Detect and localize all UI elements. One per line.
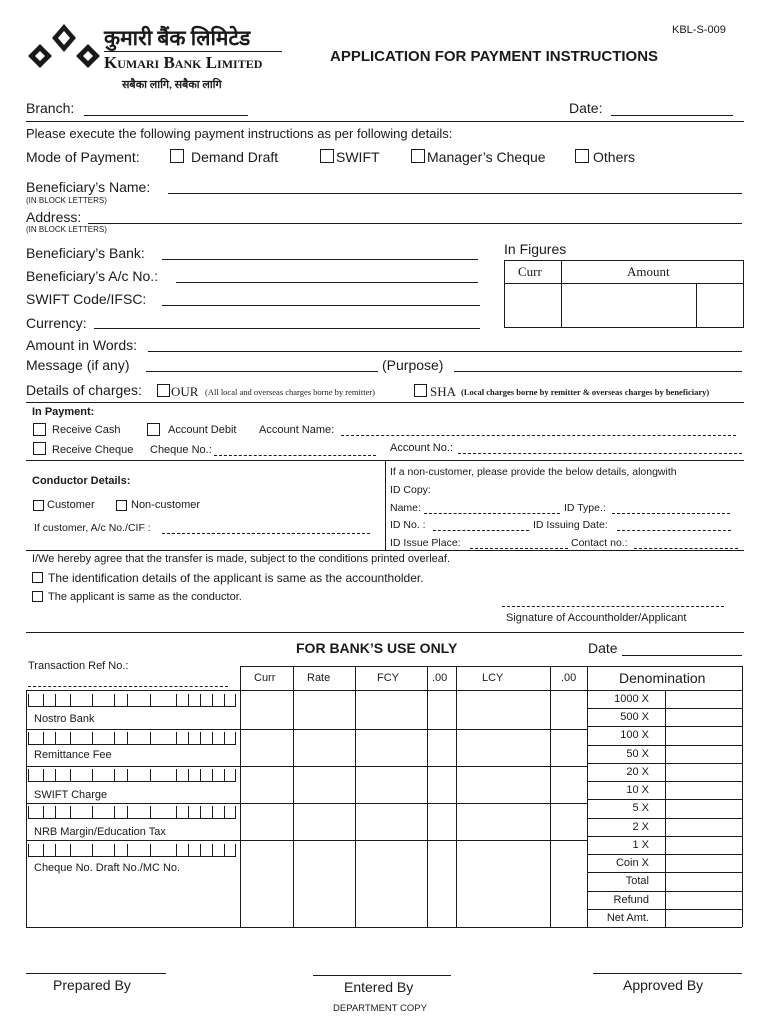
date-label: Date:	[569, 100, 603, 116]
block-letters-note-2: (IN BLOCK LETTERS)	[26, 225, 107, 234]
denomination-label: Refund	[613, 894, 649, 906]
if-customer-label: If customer, A/c No./CIF :	[34, 522, 151, 534]
beneficiary-name-field[interactable]	[168, 193, 742, 194]
address-label: Address:	[26, 209, 82, 225]
col-curr: Curr	[254, 672, 276, 684]
signature-line[interactable]	[502, 606, 724, 607]
message-label: Message (if any)	[26, 357, 130, 373]
purpose-field[interactable]	[454, 371, 742, 372]
account-no-field[interactable]	[458, 453, 742, 454]
entered-by-label: Entered By	[344, 979, 414, 995]
id-issue-place-field[interactable]	[470, 548, 568, 549]
bank-name-english: Kumari Bank Limited	[104, 53, 263, 72]
mode-of-payment-label: Mode of Payment:	[26, 149, 140, 165]
denomination-label: 10 X	[626, 784, 649, 796]
approved-by-line[interactable]	[593, 973, 742, 974]
denomination-value-cell[interactable]	[666, 691, 741, 707]
row-swift-charge: SWIFT Charge	[34, 789, 108, 801]
denomination-label: 20 X	[626, 766, 649, 778]
conductor-name-label: Name:	[390, 502, 421, 514]
cheque-account-ticks[interactable]	[28, 843, 236, 857]
contact-no-label: Contact no.:	[571, 537, 628, 549]
contact-no-field[interactable]	[634, 548, 738, 549]
id-no-field[interactable]	[433, 530, 529, 531]
demand-draft-checkbox[interactable]	[170, 149, 184, 163]
managers-cheque-label: Manager’s Cheque	[427, 149, 546, 165]
denomination-value-cell[interactable]	[666, 837, 741, 853]
id-issuing-date-label: ID Issuing Date:	[533, 519, 608, 531]
amount-in-words-label: Amount in Words:	[26, 337, 138, 353]
account-name-label: Account Name:	[259, 424, 335, 436]
beneficiary-bank-label: Beneficiary’s Bank:	[26, 245, 145, 261]
purpose-label: (Purpose)	[382, 357, 444, 373]
denomination-value-cell[interactable]	[666, 746, 741, 762]
charges-label: Details of charges:	[26, 382, 142, 398]
amount-in-words-field[interactable]	[148, 351, 742, 352]
denomination-label: 1 X	[632, 839, 649, 851]
account-no-label: Account No.:	[390, 442, 453, 454]
bank-date-label: Date	[588, 640, 618, 656]
denomination-label: 500 X	[620, 711, 649, 723]
beneficiary-name-label: Beneficiary’s Name:	[26, 179, 151, 195]
denomination-value-cell[interactable]	[666, 819, 741, 835]
denomination-label: 5 X	[632, 802, 649, 814]
message-field[interactable]	[146, 371, 378, 372]
denomination-label: 1000 X	[614, 693, 649, 705]
bank-date-field[interactable]	[622, 655, 742, 656]
receive-cash-checkbox[interactable]	[33, 423, 46, 436]
denomination-value-cell[interactable]	[666, 855, 741, 871]
account-name-field[interactable]	[341, 435, 736, 436]
in-payment-title: In Payment:	[32, 406, 95, 418]
denomination-label: 100 X	[620, 729, 649, 741]
cheque-no-label: Cheque No.:	[150, 444, 212, 456]
beneficiary-account-label: Beneficiary’s A/c No.:	[26, 268, 159, 284]
approved-by-label: Approved By	[623, 977, 704, 993]
in-figures-title: In Figures	[504, 241, 567, 257]
row-remittance-fee: Remittance Fee	[34, 749, 112, 761]
row-nostro-bank: Nostro Bank	[34, 713, 95, 725]
figures-curr-header: Curr	[518, 264, 542, 279]
our-label: OUR	[171, 384, 199, 399]
denomination-label: Net Amt.	[606, 912, 649, 924]
receive-cheque-checkbox[interactable]	[33, 442, 46, 455]
col-fcy: FCY	[377, 672, 399, 684]
prepared-by-line[interactable]	[26, 973, 166, 974]
nostro-account-ticks[interactable]	[28, 693, 236, 707]
remittance-account-ticks[interactable]	[28, 731, 236, 745]
account-debit-label: Account Debit	[168, 424, 237, 436]
form-code: KBL-S-009	[672, 24, 726, 36]
figures-curr-cell[interactable]	[505, 284, 560, 327]
prepared-by-label: Prepared By	[53, 977, 131, 993]
denomination-value-cell[interactable]	[666, 727, 741, 743]
non-customer-note: If a non-customer, please provide the below details, alongwith	[390, 466, 677, 478]
branch-label: Branch:	[26, 100, 75, 116]
txn-ref-label: Transaction Ref No.:	[28, 660, 129, 672]
row-nrb-margin: NRB Margin/Education Tax	[34, 826, 166, 838]
bank-tagline: सबैका लागि, सबैका लागि	[122, 79, 222, 91]
id-issuing-date-field[interactable]	[617, 530, 731, 531]
figures-amount-cell[interactable]	[562, 284, 695, 327]
customer-label: Customer	[47, 499, 95, 511]
nrb-account-ticks[interactable]	[28, 805, 236, 819]
bank-name-nepali: कुमारी बैंक लिमिटेड	[104, 26, 251, 50]
others-label: Others	[593, 149, 636, 165]
denomination-label: 2 X	[632, 821, 649, 833]
currency-label: Currency:	[26, 315, 87, 331]
receive-cash-label: Receive Cash	[52, 424, 121, 436]
sha-note: (Local charges borne by remitter & overseas charges by beneficiary)	[461, 387, 710, 397]
denomination-value-cell[interactable]	[666, 800, 741, 816]
col-lcy-decimal: .00	[561, 672, 577, 684]
id-no-label: ID No. :	[390, 519, 426, 531]
denomination-value-cell[interactable]	[666, 782, 741, 798]
currency-field[interactable]	[94, 328, 480, 329]
col-lcy: LCY	[482, 672, 504, 684]
date-field[interactable]	[611, 115, 733, 116]
non-customer-label: Non-customer	[131, 499, 201, 511]
entered-by-line[interactable]	[313, 975, 451, 976]
agreement-text: I/We hereby agree that the transfer is made, subject to the conditions printed overleaf.	[32, 553, 451, 565]
branch-field[interactable]	[84, 115, 248, 116]
beneficiary-bank-field[interactable]	[162, 259, 478, 260]
conductor-name-field[interactable]	[424, 513, 560, 514]
demand-draft-label: Demand Draft	[191, 149, 279, 165]
figures-amount-header: Amount	[627, 264, 670, 279]
conductor-title: Conductor Details:	[32, 475, 131, 487]
denomination-value-cell[interactable]	[666, 873, 741, 889]
swift-code-label: SWIFT Code/IFSC:	[26, 291, 147, 307]
managers-cheque-checkbox[interactable]	[411, 149, 425, 163]
customer-checkbox[interactable]	[33, 500, 44, 511]
id-type-label: ID Type.:	[564, 502, 606, 514]
txn-ref-field[interactable]	[28, 686, 228, 687]
sha-checkbox[interactable]	[414, 384, 427, 397]
denomination-value-cell[interactable]	[666, 764, 741, 780]
bank-use-title: FOR BANK’S USE ONLY	[296, 640, 458, 656]
denomination-header: Denomination	[619, 670, 706, 686]
same-as-accountholder-checkbox[interactable]	[32, 572, 43, 583]
swift-account-ticks[interactable]	[28, 768, 236, 782]
our-checkbox[interactable]	[157, 384, 170, 397]
denomination-value-cell[interactable]	[666, 709, 741, 725]
department-copy-label: DEPARTMENT COPY	[333, 1003, 427, 1014]
kumari-bank-logo	[24, 22, 106, 74]
row-cheque-draft-mc: Cheque No. Draft No./MC No.	[34, 862, 181, 874]
col-fcy-decimal: .00	[432, 672, 448, 684]
address-field[interactable]	[88, 223, 742, 224]
others-checkbox[interactable]	[575, 149, 589, 163]
same-as-conductor-label: The applicant is same as the conductor.	[48, 591, 242, 603]
swift-label: SWIFT	[336, 149, 380, 165]
form-title: APPLICATION FOR PAYMENT INSTRUCTIONS	[330, 48, 659, 65]
id-issue-place-label: ID Issue Place:	[390, 537, 461, 549]
instruction-text: Please execute the following payment instructions as per following details:	[26, 126, 453, 141]
denomination-label: Total	[625, 875, 649, 887]
non-customer-checkbox[interactable]	[116, 500, 127, 511]
block-letters-note: (IN BLOCK LETTERS)	[26, 196, 107, 205]
same-as-conductor-checkbox[interactable]	[32, 591, 43, 602]
receive-cheque-label: Receive Cheque	[52, 444, 134, 456]
denomination-label: 50 X	[626, 748, 649, 760]
denomination-value-cell[interactable]	[666, 910, 741, 926]
id-copy-label: ID Copy:	[390, 484, 431, 496]
same-as-accountholder-label: The identification details of the applicant is same as the accountholder.	[48, 571, 424, 585]
our-note: (All local and overseas charges borne by remitter)	[205, 387, 376, 397]
sha-label: SHA	[430, 384, 457, 399]
cif-field[interactable]	[162, 533, 370, 534]
id-type-field[interactable]	[612, 513, 730, 514]
beneficiary-account-field[interactable]	[176, 282, 478, 283]
cheque-no-field[interactable]	[214, 455, 376, 456]
denomination-value-cell[interactable]	[666, 892, 741, 908]
swift-checkbox[interactable]	[320, 149, 334, 163]
signature-label: Signature of Accountholder/Applicant	[506, 612, 687, 624]
denomination-label: Coin X	[615, 857, 649, 869]
col-rate: Rate	[307, 672, 331, 684]
account-debit-checkbox[interactable]	[147, 423, 160, 436]
swift-code-field[interactable]	[162, 305, 480, 306]
